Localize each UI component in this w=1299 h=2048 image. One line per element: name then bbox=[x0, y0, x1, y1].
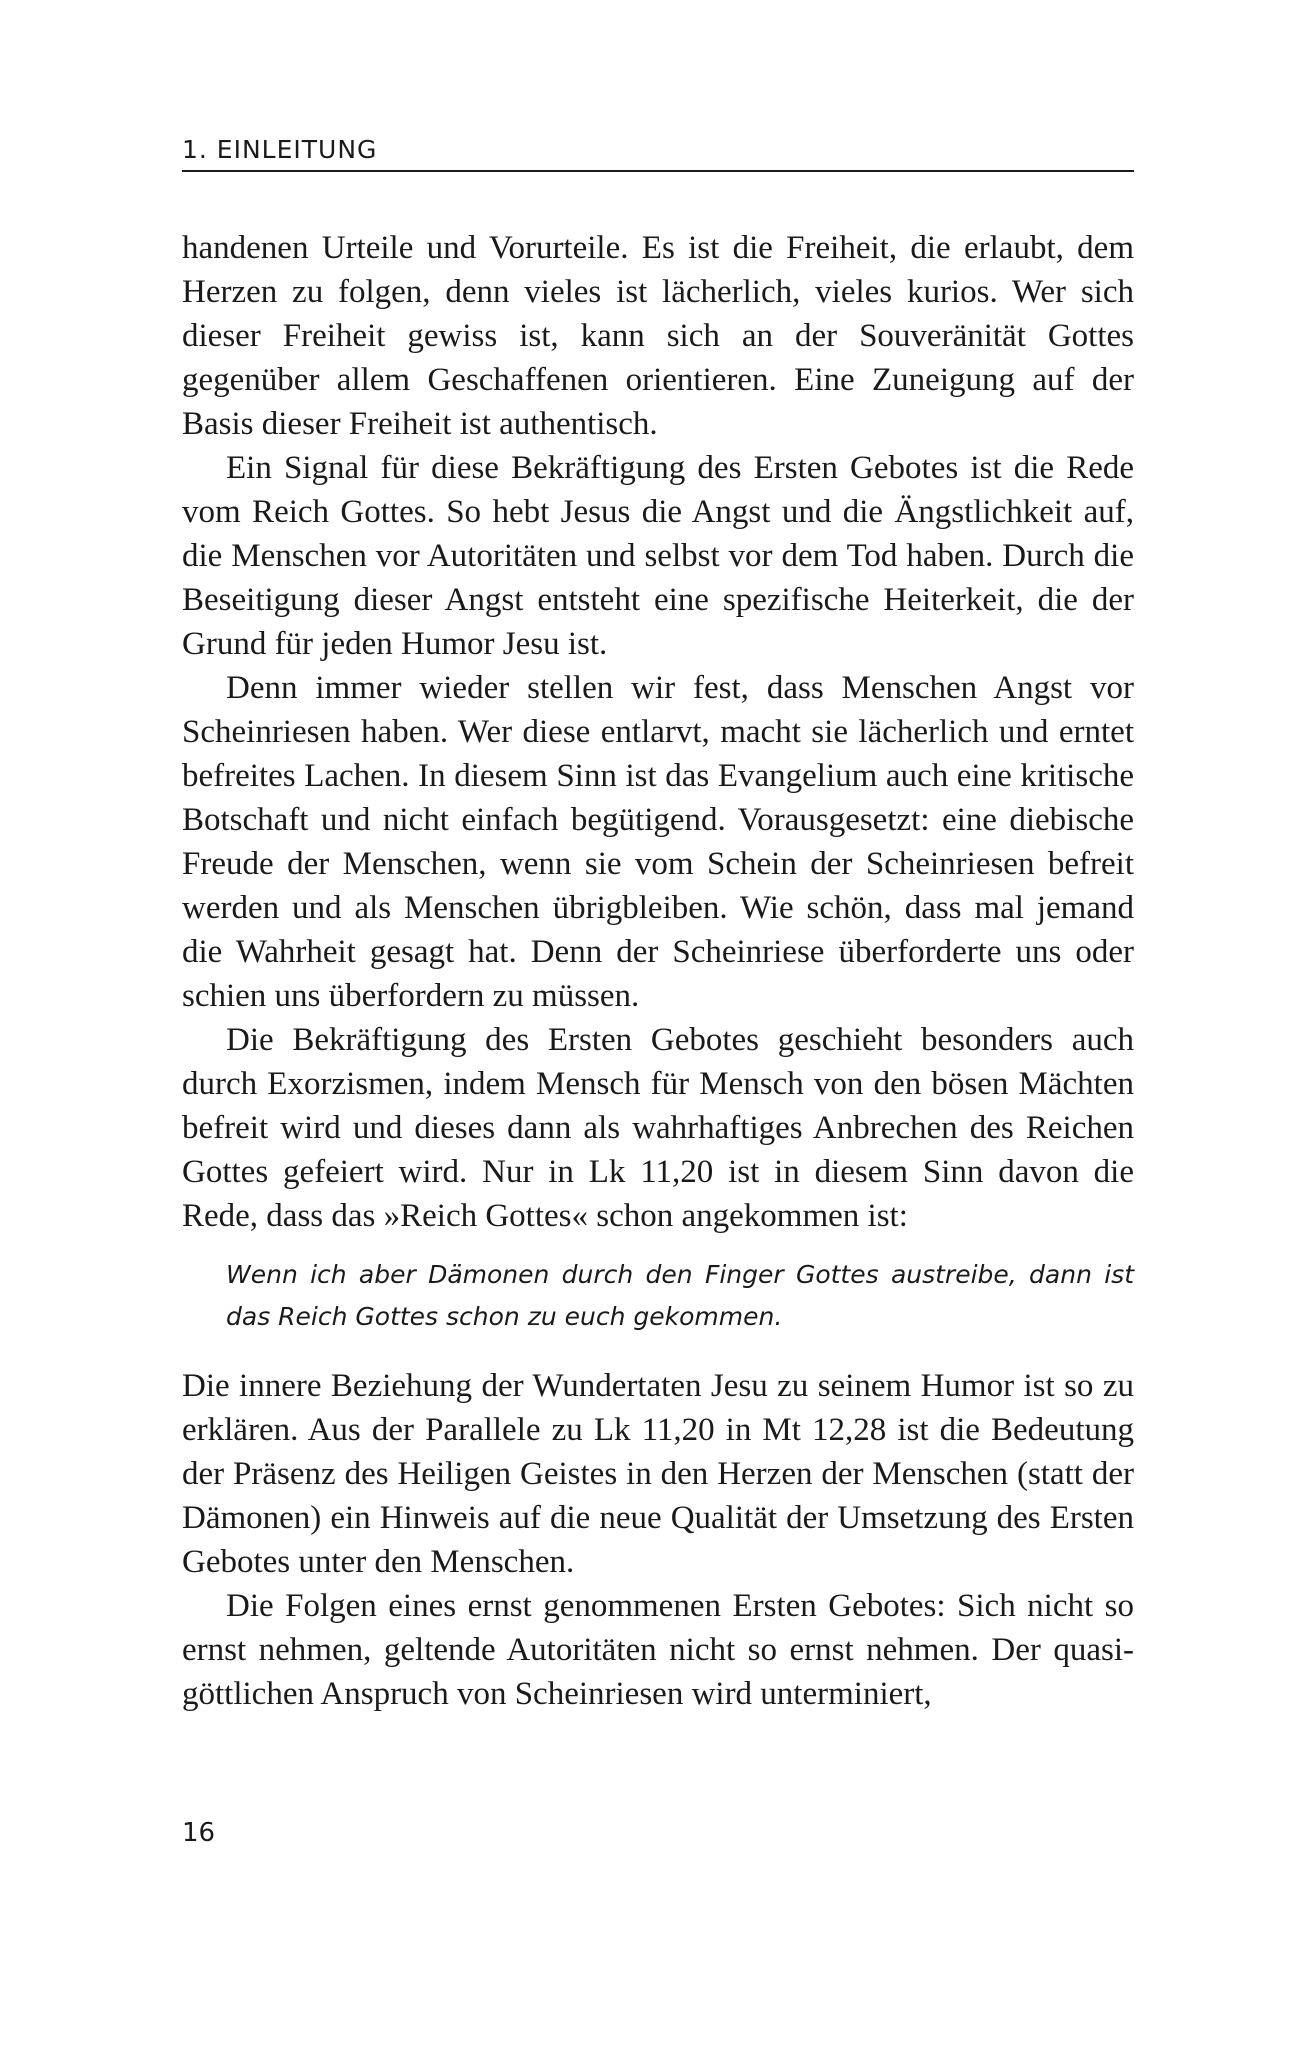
paragraph-3: Denn immer wieder stellen wir fest, dass Menschen Angst vor Scheinriesen haben. Wer diese entlarvt, macht sie lächerlich und erntet befreites Lachen. In diesem Sinn ist das Evangelium auch eine kritische Botschaft und nicht einfach begütigend. Vorausgesetzt: eine diebische Freude der Menschen, wenn sie vom Schein der Scheinriesen befreit werden und als Menschen übrigbleiben. Wie schön, dass mal jemand die Wahrheit gesagt hat. Denn der Scheinriese überforderte uns oder schien uns überfordern zu müssen. bbox=[182, 670, 1134, 1014]
running-head: 1. EINLEITUNG bbox=[182, 135, 378, 164]
paragraph-6: Die Folgen eines ernst genommenen Ersten Gebotes: Sich nicht so ernst nehmen, geltende Autoritäten nicht so ernst nehmen. Der quasi-göttlichen Anspruch von Scheinriesen wird unterminiert, bbox=[182, 1588, 1134, 1712]
block-quote: Wenn ich aber Dämonen durch den Finger Gottes austreibe, dann ist das Reich Gottes schon zu euch gekommen. bbox=[226, 1260, 1134, 1331]
body-text bbox=[182, 226, 1134, 1716]
paragraph-5: Die innere Beziehung der Wundertaten Jesu zu seinem Humor ist so zu erklären. Aus der Parallele zu Lk 11,20 in Mt 12,28 ist die Bedeutung der Präsenz des Heiligen Geistes in den Herzen der Menschen (statt der Dämonen) ein Hinweis auf die neue Qualität der Umsetzung des Ersten Gebotes unter den Menschen. bbox=[182, 1368, 1134, 1580]
page-number: 16 bbox=[182, 1818, 216, 1848]
paragraph-4: Die Bekräftigung des Ersten Gebotes geschieht besonders auch durch Exorzismen, indem Mensch für Mensch von den bösen Mächten befreit wird und dieses dann als wahrhaftiges Anbrechen des Reichen Gottes gefeiert wird. Nur in Lk 11,20 ist in diesem Sinn davon die Rede, dass das »Reich Gottes« schon angekommen ist: bbox=[182, 1022, 1134, 1234]
header-rule bbox=[182, 170, 1134, 172]
paragraph-2: Ein Signal für diese Bekräftigung des Ersten Gebotes ist die Rede vom Reich Gottes. So hebt Jesus die Angst und die Ängstlichkeit auf, die Menschen vor Autoritäten und selbst vor dem Tod haben. Durch die Beseitigung dieser Angst entsteht eine spezifische Heiterkeit, die der Grund für jeden Humor Jesu ist. bbox=[182, 450, 1134, 662]
paragraph-1: handenen Urteile und Vorurteile. Es ist die Freiheit, die erlaubt, dem Herzen zu folgen, denn vieles ist lächerlich, vieles kurios. Wer sich dieser Freiheit gewiss ist, kann sich an der Souveränität Gottes gegenüber allem Geschaffenen orientieren. Eine Zuneigung auf der Basis dieser Freiheit ist authentisch. bbox=[182, 230, 1134, 442]
book-page bbox=[182, 0, 1134, 2048]
